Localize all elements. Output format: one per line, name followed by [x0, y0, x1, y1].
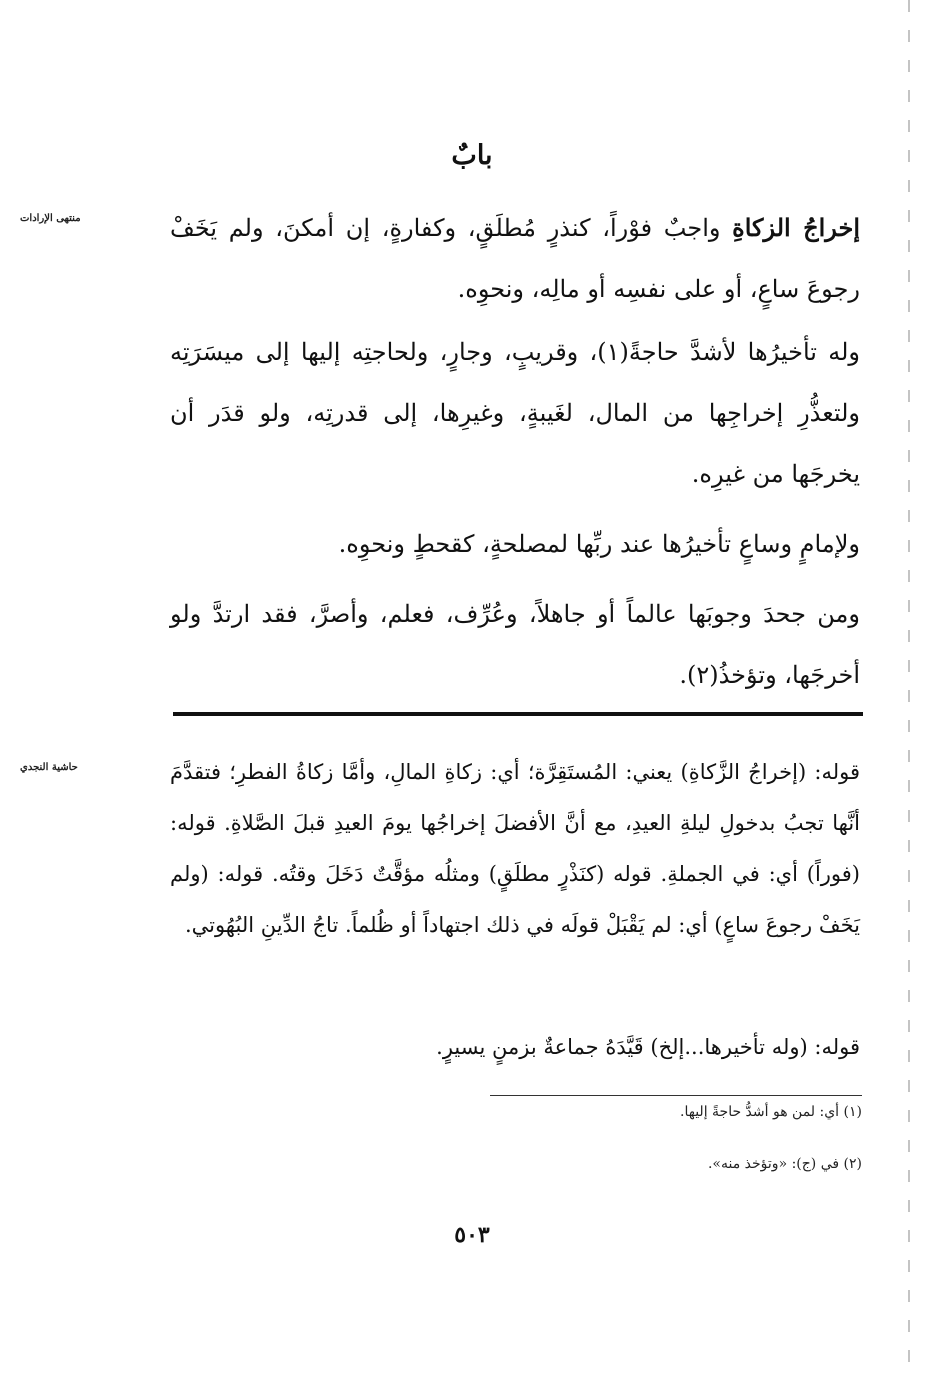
- main-paragraph-4: ومن جحدَ وجوبَها عالماً أو جاهلاً، وعُرِّف، فعلم، وأصرَّ، فقد ارتدَّ ولو أخرجَها، وتؤخذُ(٢).: [170, 600, 860, 689]
- note-paragraph-1: قوله: (إخراجُ الزَّكاةِ) يعني: المُستَقِرَّة؛ أي: زكاةِ المالِ، وأمَّا زكاةُ الفطرِ؛ فتقدَّمَ أنَّها تجبُ بدخولِ ليلةِ العيدِ، مع أنَّ الأفضلَ إخراجُها يومَ العيدِ قبلَ الصَّلاةِ. قوله: (فوراً) أي: في الجملةِ. قوله (كنَذْرٍ مطلَقٍ) ومثلُه مؤقَّتٌ دَخَلَ وقتُه. قوله: (ولم يَخَفْ رجوعَ ساعٍ) أي: لم يَقْبَلْ قولَه في ذلك اجتهاداً أو ظُلماً. تاجُ الدِّينِ البُهُوتي.: [170, 760, 860, 937]
- side-label-note: حاشية النجدي: [20, 762, 78, 773]
- main-paragraph-1-lead: إخراجُ الزكاةِ: [732, 213, 861, 242]
- footnote-2: (٢) في (ج): «وتؤخذ منه».: [707, 1156, 862, 1172]
- side-label-main: منتهى الإرادات: [20, 213, 81, 224]
- main-paragraph-2: وله تأخيرُها لأشدَّ حاجةً(١)، وقريبٍ، وجارٍ، ولحاجتِه إليها إلى ميسَرَتِه ولتعذُّرِ إخراجِها من المال، لغَيبةٍ، وغيرِها، إلى قدرتِه، ولو قدَر أن يخرجَها من غيرِه.: [170, 338, 860, 488]
- main-paragraph-3: ولإمامٍ وساعٍ تأخيرُها عند ربِّها لمصلحةٍ، كقحطٍ ونحوِه.: [338, 530, 860, 558]
- page-number: ٥٠٣: [454, 1222, 490, 1248]
- main-paragraph-1: [170, 197, 860, 320]
- footnote-divider: [490, 1095, 862, 1096]
- scan-edge-dots: [908, 0, 912, 1374]
- note-paragraph-2: قوله: (وله تأخيرها...إلخ) قَيَّدَهُ جماعةٌ بزمنٍ يسيرٍ.: [436, 1035, 860, 1059]
- chapter-heading: بابٌ: [451, 140, 493, 171]
- footnote-1: (١) أي: لمن هو أشدُّ حاجةً إليها.: [680, 1104, 862, 1120]
- main-paragraph-1-text: واجبٌ فوْراً، كنذرٍ مُطلَقٍ، وكفارةٍ، إن أمكنَ، ولم يَخَفْ رجوعَ ساعٍ، أو على نفسِه أو مالِه، ونحوِه.: [170, 214, 860, 303]
- section-divider: [173, 712, 863, 716]
